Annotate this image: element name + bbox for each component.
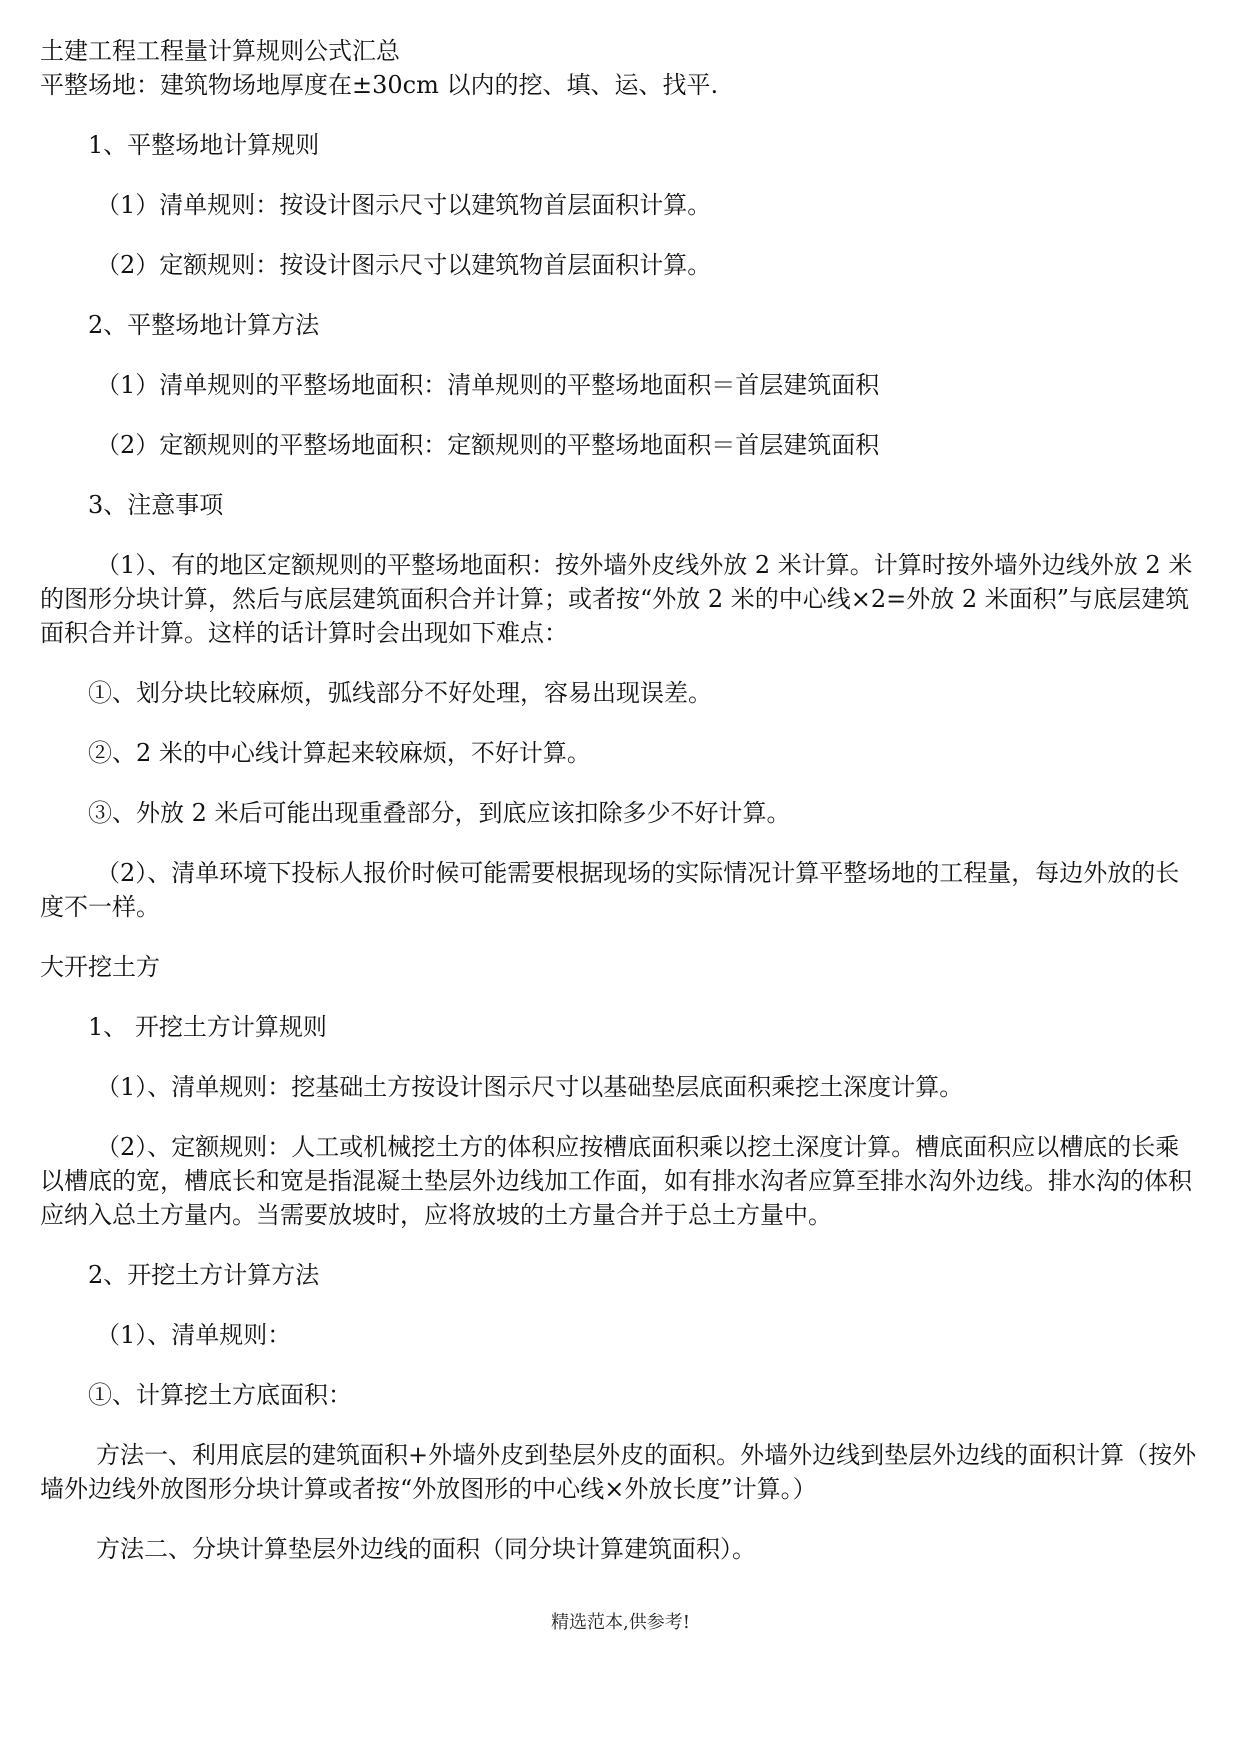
method-item: （1）、清单规则： <box>96 1321 292 1349</box>
rule-item: （2）定额规则：按设计图示尺寸以建筑物首层面积计算。 <box>96 251 712 279</box>
rule-item: （1）清单规则：按设计图示尺寸以建筑物首层面积计算。 <box>96 191 712 219</box>
document-page <box>40 34 1200 1566</box>
section-heading: 1、平整场地计算规则 <box>88 131 320 159</box>
method-paragraph: 方法二、分块计算垫层外边线的面积（同分块计算建筑面积）。 <box>96 1535 756 1563</box>
rule-item: （1）、清单规则：挖基础土方按设计图示尺寸以基础垫层底面积乘挖土深度计算。 <box>96 1073 964 1101</box>
difficulty-item: ②、2 米的中心线计算起来较麻烦，不好计算。 <box>88 739 591 767</box>
note-paragraph: （2）、清单环境下投标人报价时候可能需要根据现场的实际情况计算平整场地的工程量，每边外放的长度不一样。 <box>40 859 1180 921</box>
page-footer: 精选范本,供参考! <box>551 1612 690 1633</box>
section-heading: 3、注意事项 <box>88 491 224 519</box>
method-item: （2）定额规则的平整场地面积：定额规则的平整场地面积＝首层建筑面积 <box>96 431 880 459</box>
difficulty-item: ③、外放 2 米后可能出现重叠部分，到底应该扣除多少不好计算。 <box>88 799 791 827</box>
calc-step: ①、计算挖土方底面积： <box>88 1381 352 1409</box>
rule-paragraph: （2）、定额规则：人工或机械挖土方的体积应按槽底面积乘以挖土深度计算。槽底面积应以槽底的长乘以槽底的宽，槽底长和宽是指混凝土垫层外边线加工作面，如有排水沟者应算至排水沟外边线。排水沟的体积应纳入总土方量内。当需要放坡时，应将放坡的土方量合并于总土方量中。 <box>40 1133 1192 1229</box>
intro-line: 平整场地：建筑物场地厚度在±30cm 以内的挖、填、运、找平. <box>40 71 719 99</box>
document-title: 土建工程工程量计算规则公式汇总 <box>40 37 400 65</box>
section-heading: 2、开挖土方计算方法 <box>88 1261 320 1289</box>
section-heading: 2、平整场地计算方法 <box>88 311 320 339</box>
method-paragraph: 方法一、利用底层的建筑面积+外墙外皮到垫层外皮的面积。外墙外边线到垫层外边线的面积计算（按外墙外边线外放图形分块计算或者按“外放图形的中心线×外放长度”计算。） <box>40 1441 1197 1503</box>
method-item: （1）清单规则的平整场地面积：清单规则的平整场地面积＝首层建筑面积 <box>96 371 880 399</box>
section-title: 大开挖土方 <box>40 953 160 981</box>
note-paragraph: （1）、有的地区定额规则的平整场地面积：按外墙外皮线外放 2 米计算。计算时按外墙外边线外放 2 米的图形分块计算，然后与底层建筑面积合并计算；或者按“外放 2 米的中心线×2=外放 2 米面积”与底层建筑面积合并计算。这样的话计算时会出现如下难点： <box>40 551 1193 647</box>
difficulty-item: ①、划分块比较麻烦，弧线部分不好处理，容易出现误差。 <box>88 679 712 707</box>
section-heading: 1、 开挖土方计算规则 <box>88 1013 327 1041</box>
